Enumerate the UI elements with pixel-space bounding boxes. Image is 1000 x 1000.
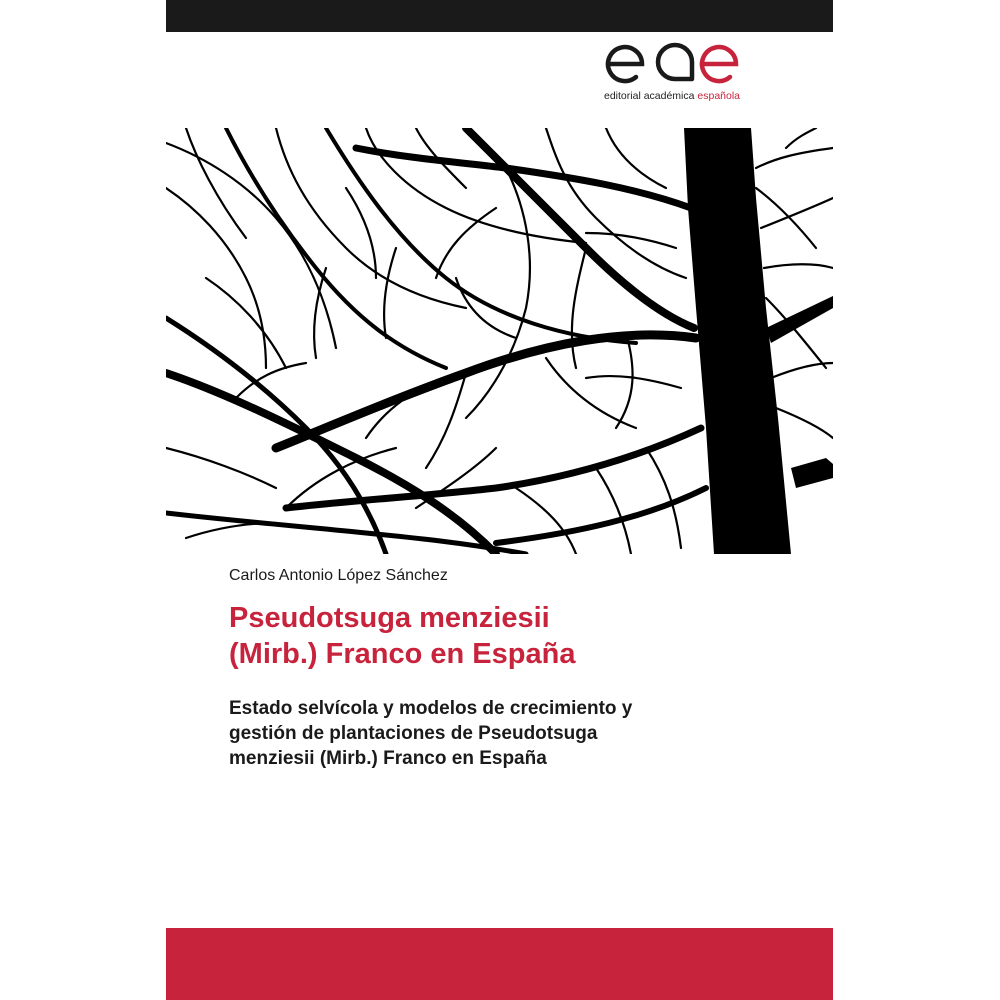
bottom-color-band — [166, 928, 833, 1000]
book-title-line-2: (Mirb.) Franco en España — [229, 638, 576, 670]
book-subtitle-line-1: Estado selvícola y modelos de crecimiento y — [229, 698, 633, 719]
eae-logo-icon — [602, 40, 762, 88]
publisher-logo — [602, 40, 762, 106]
bare-tree-silhouette-icon — [166, 128, 833, 554]
publisher-name — [604, 90, 740, 102]
book-subtitle-line-3: menziesii (Mirb.) Franco en España — [229, 748, 547, 769]
book-author: Carlos Antonio López Sánchez — [229, 567, 448, 584]
book-cover — [166, 0, 833, 1000]
top-color-band — [166, 0, 833, 32]
book-title — [229, 600, 789, 672]
book-subtitle — [229, 696, 789, 771]
publisher-name-accent: española — [697, 90, 741, 102]
cover-photo — [166, 128, 833, 554]
book-title-line-1: Pseudotsuga menziesii — [229, 602, 550, 634]
book-subtitle-line-2: gestión de plantaciones de Pseudotsuga — [229, 723, 598, 744]
publisher-name-prefix: editorial académica — [604, 90, 698, 102]
